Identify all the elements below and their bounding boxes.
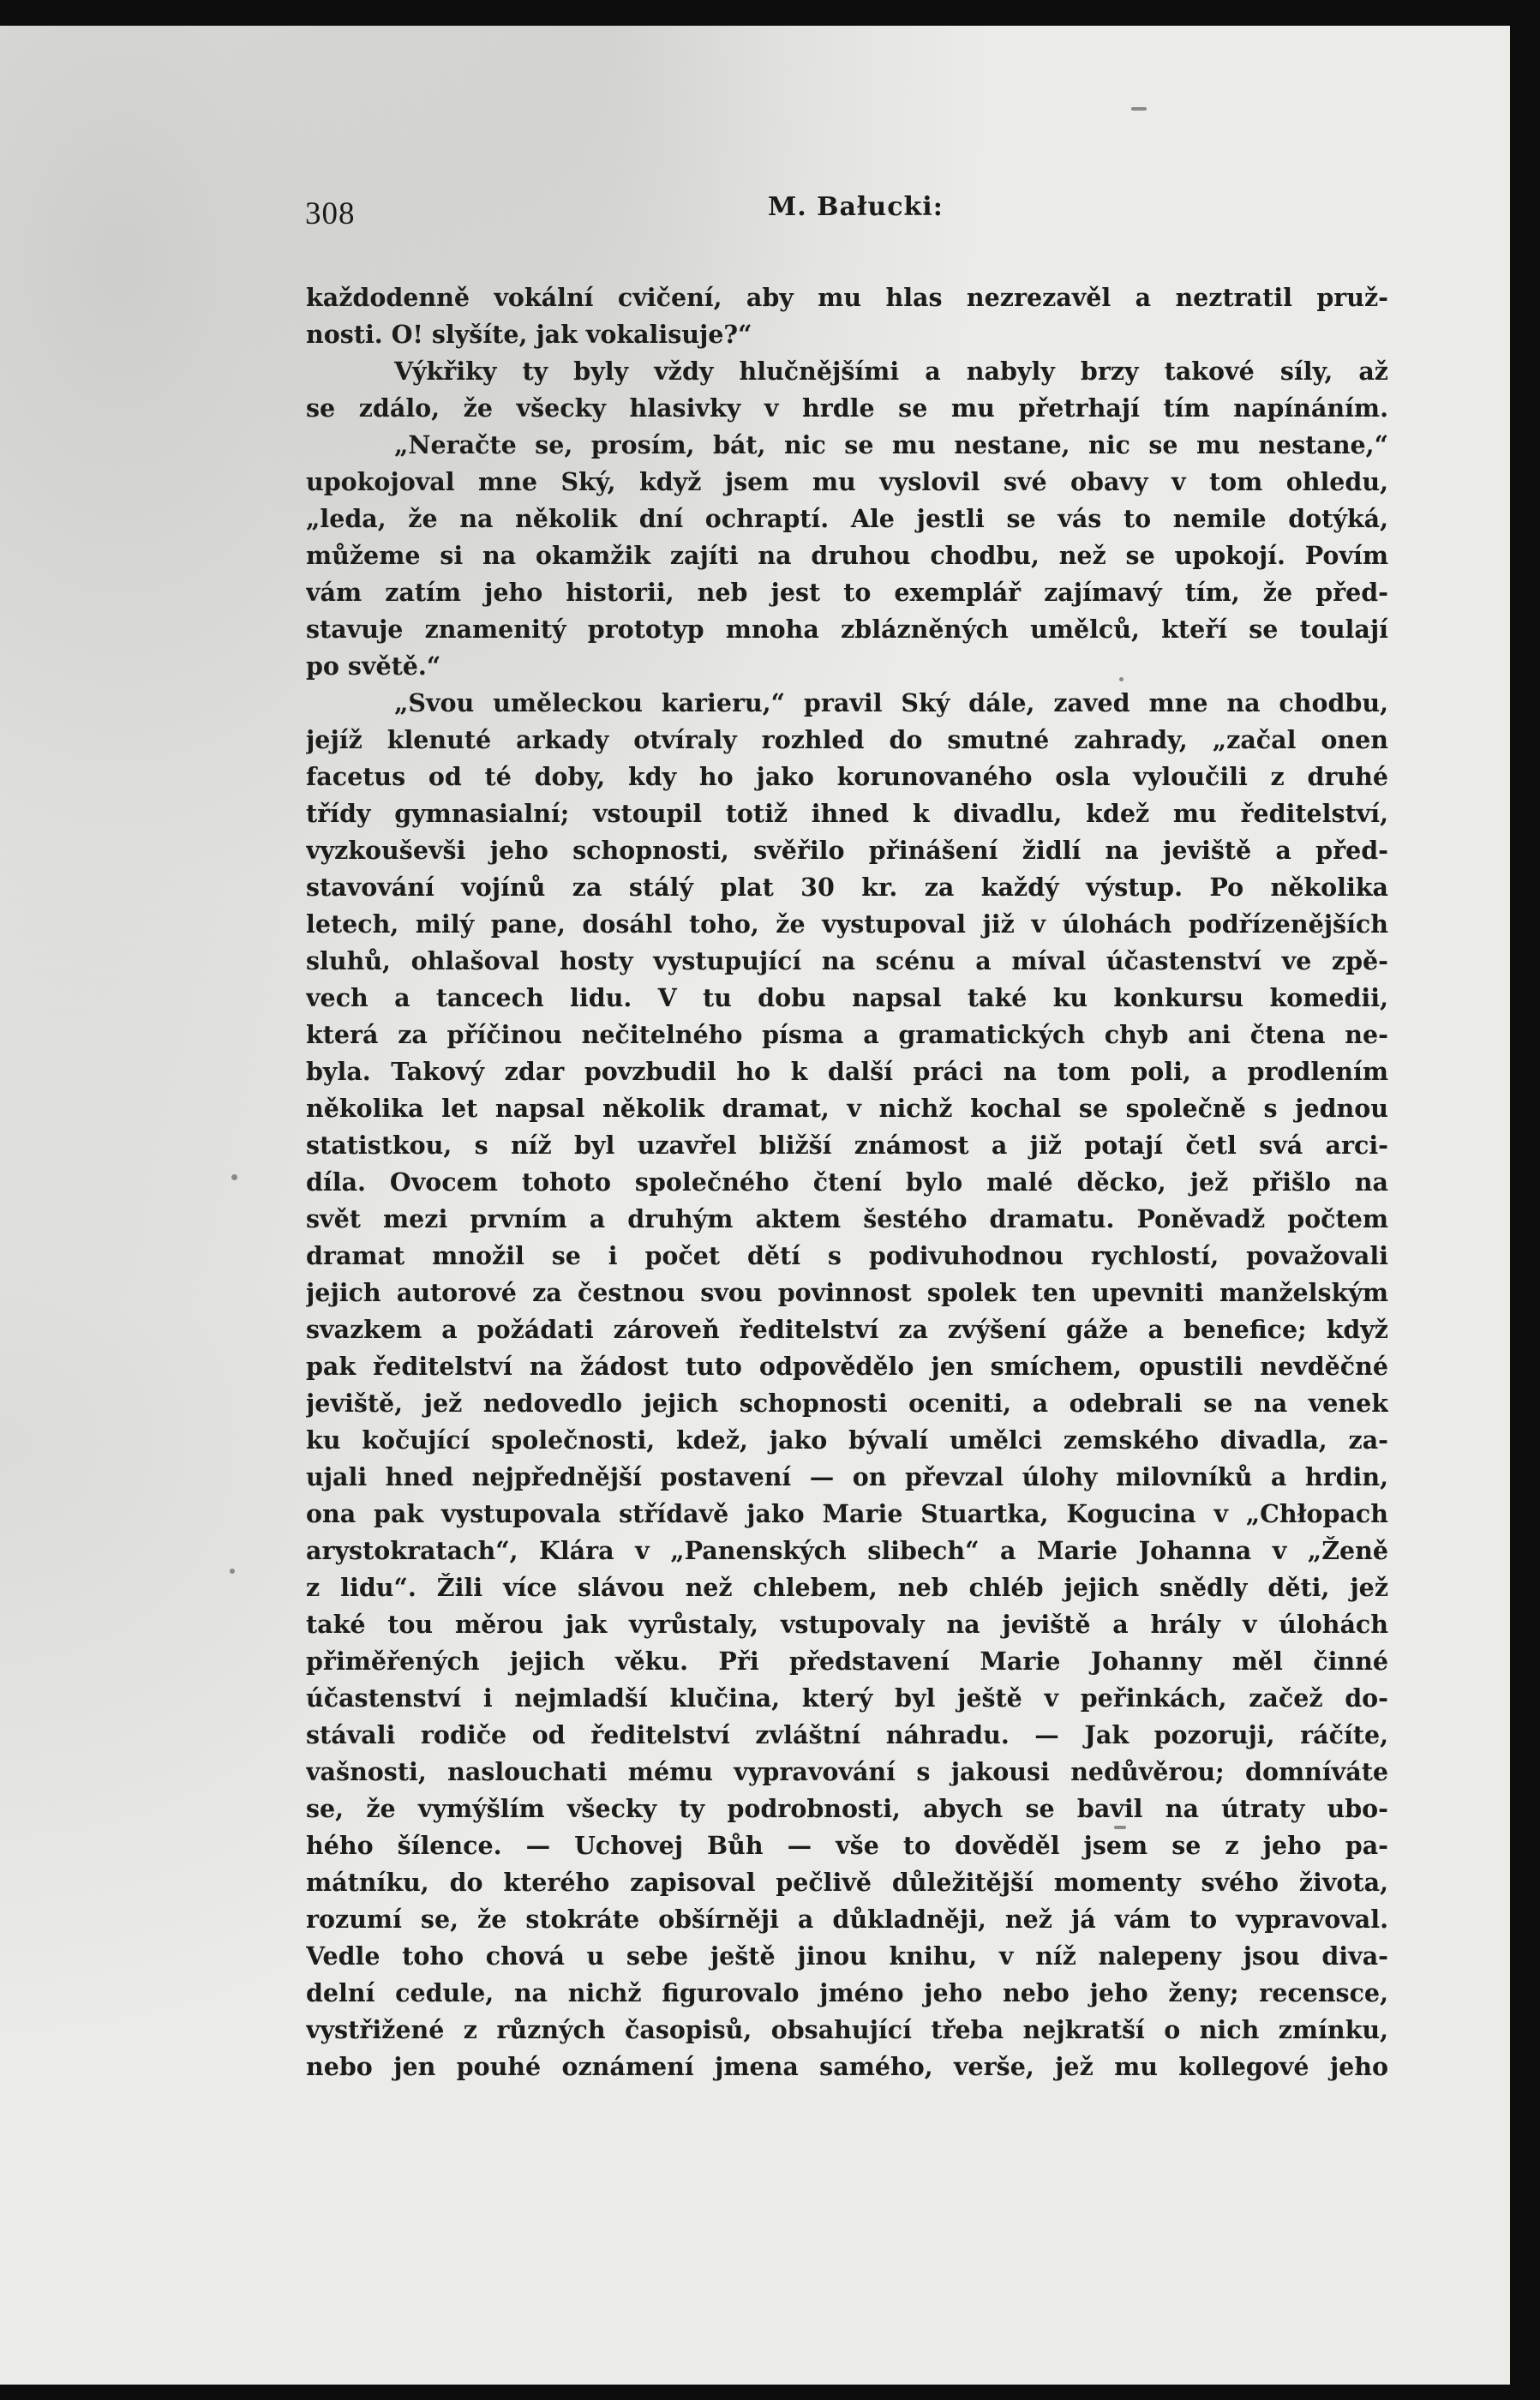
text-line: z lidu“. Žili více slávou než chlebem, neb chléb jejich snědly děti, jež (306, 1573, 1388, 1602)
text-line: facetus od té doby, kdy ho jako korunovaného osla vyloučili z druhé (306, 762, 1388, 791)
text-line: „Svou uměleckou karieru,“ pravil Ský dále, zaved mne na chodbu, (394, 688, 1388, 717)
text-line: dramat množil se i počet dětí s podivuhodnou rychlostí, považovali (306, 1241, 1388, 1270)
text-line: svět mezi prvním a druhým aktem šestého dramatu. Poněvadž počtem (306, 1204, 1388, 1233)
paper-speck (230, 1569, 235, 1574)
paper-speck (1131, 107, 1147, 111)
text-line: mátníku, do kterého zapisoval pečlivě důležitější momenty svého života, (306, 1868, 1388, 1897)
text-line: můžeme si na okamžik zajíti na druhou chodbu, než se upokojí. Povím (306, 541, 1388, 570)
text-line: se, že vymýšlím všecky ty podrobnosti, abych se bavil na útraty ubo- (306, 1794, 1388, 1823)
text-line: arystokratach“, Klára v „Panenských slibech“ a Marie Johanna v „Ženě (306, 1536, 1388, 1565)
text-line: vyzkouševši jeho schopnosti, svěřilo přinášení židlí na jeviště a před- (306, 836, 1388, 865)
text-line: vech a tancech lidu. V tu dobu napsal také ku konkursu komedii, (306, 983, 1388, 1012)
text-line: nebo jen pouhé oznámení jmena samého, verše, jež mu kollegové jeho (306, 2052, 1388, 2081)
text-line: třídy gymnasialní; vstoupil totiž ihned k divadlu, kdež mu ředitelství, (306, 799, 1388, 828)
text-line: přiměřených jejich věku. Při představení Marie Johanny měl činné (306, 1647, 1388, 1676)
text-line: stavuje znamenitý prototyp mnoha zblázněných umělců, kteří se toulají (306, 615, 1388, 644)
text-line: která za příčinou nečitelného písma a gramatických chyb ani čtena ne- (306, 1020, 1388, 1049)
text-line: „Neračte se, prosím, bát, nic se mu nestane, nic se mu nestane,“ (394, 430, 1388, 459)
text-line: upokojoval mne Ský, když jsem mu vyslovil své obavy v tom ohledu, (306, 467, 1388, 496)
body-text (306, 279, 1388, 2085)
text-line: byla. Takový zdar povzbudil ho k další práci na tom poli, a prodlením (306, 1057, 1388, 1086)
text-line: jejich autorové za čestnou svou povinnost spolek ten upevniti manželským (306, 1278, 1388, 1307)
text-line: jejíž klenuté arkady otvíraly rozhled do smutné zahrady, „začal onen (306, 725, 1388, 754)
text-line: delní cedule, na nichž figurovalo jméno jeho nebo jeho ženy; recensce, (306, 1978, 1388, 2007)
text-line: vám zatím jeho historii, neb jest to exemplář zajímavý tím, že před- (306, 578, 1388, 607)
text-line: svazkem a požádati zároveň ředitelství za zvýšení gáže a benefice; když (306, 1315, 1388, 1344)
text-line: sluhů, ohlašoval hosty vystupující na scénu a míval účastenství ve zpě- (306, 946, 1388, 975)
text-line: ona pak vystupovala střídavě jako Marie Stuartka, Kogucina v „Chłopach (306, 1499, 1388, 1528)
text-line: hého šílence. — Uchovej Bůh — vše to dověděl jsem se z jeho pa- (306, 1831, 1388, 1860)
text-line: rozumí se, že stokráte obšírněji a důkladněji, než já vám to vypravoval. (306, 1905, 1388, 1934)
text-line: každodenně vokální cvičení, aby mu hlas nezrezavěl a neztratil pruž- (306, 283, 1388, 312)
text-line: Vedle toho chová u sebe ještě jinou knihu, v níž nalepeny jsou diva- (306, 1941, 1388, 1971)
text-line: stávali rodiče od ředitelství zvláštní náhradu. — Jak pozoruji, ráčíte, (306, 1720, 1388, 1749)
text-line: několika let napsal několik dramat, v nichž kochal se společně s jednou (306, 1094, 1388, 1123)
running-head (305, 171, 1387, 231)
text-line: jeviště, jež nedovedlo jejich schopnosti oceniti, a odebrali se na venek (306, 1389, 1388, 1418)
text-line: se zdálo, že všecky hlasivky v hrdle se mu přetrhají tím napínáním. (306, 393, 1388, 423)
text-line: účastenství i nejmladší klučina, který byl ještě v peřinkách, začež do- (306, 1683, 1388, 1713)
text-line: „leda, že na několik dní ochraptí. Ale jestli se vás to nemile dotýká, (306, 504, 1388, 533)
text-line: ujali hned nejpřednější postavení — on převzal úlohy milovníků a hrdin, (306, 1462, 1388, 1491)
text-line: ku kočující společnosti, kdež, jako bývalí umělci zemského divadla, za- (306, 1425, 1388, 1455)
page-number: 308 (305, 196, 356, 231)
text-line: díla. Ovocem tohoto společného čtení bylo malé děcko, jež přišlo na (306, 1167, 1388, 1197)
text-line: pak ředitelství na žádost tuto odpovědělo jen smíchem, opustili nevděčné (306, 1352, 1388, 1381)
text-line: nosti. O! slyšíte, jak vokalisuje?“ (306, 320, 752, 349)
text-line: vašnosti, naslouchati mému vypravování s jakousi nedůvěrou; domníváte (306, 1757, 1388, 1786)
running-title: M. Bałucki: (768, 192, 944, 222)
text-line: statistkou, s níž byl uzavřel bližší známost a již potají četl svá arci- (306, 1131, 1388, 1160)
text-line: letech, milý pane, dosáhl toho, že vystupoval již v úlohách podřízenějších (306, 909, 1388, 939)
text-line: vystřižené z různých časopisů, obsahující třeba nejkratší o nich zmínku, (306, 2015, 1388, 2044)
text-line: Výkřiky ty byly vždy hlučnějšími a nabyly brzy takové síly, až (394, 357, 1388, 386)
text-line: také tou měrou jak vyrůstaly, vstupovaly na jeviště a hrály v úlohách (306, 1610, 1388, 1639)
text-line: po světě.“ (306, 651, 441, 681)
text-line: stavování vojínů za stálý plat 30 kr. za každý výstup. Po několika (306, 873, 1388, 902)
paper-speck (231, 1174, 237, 1180)
